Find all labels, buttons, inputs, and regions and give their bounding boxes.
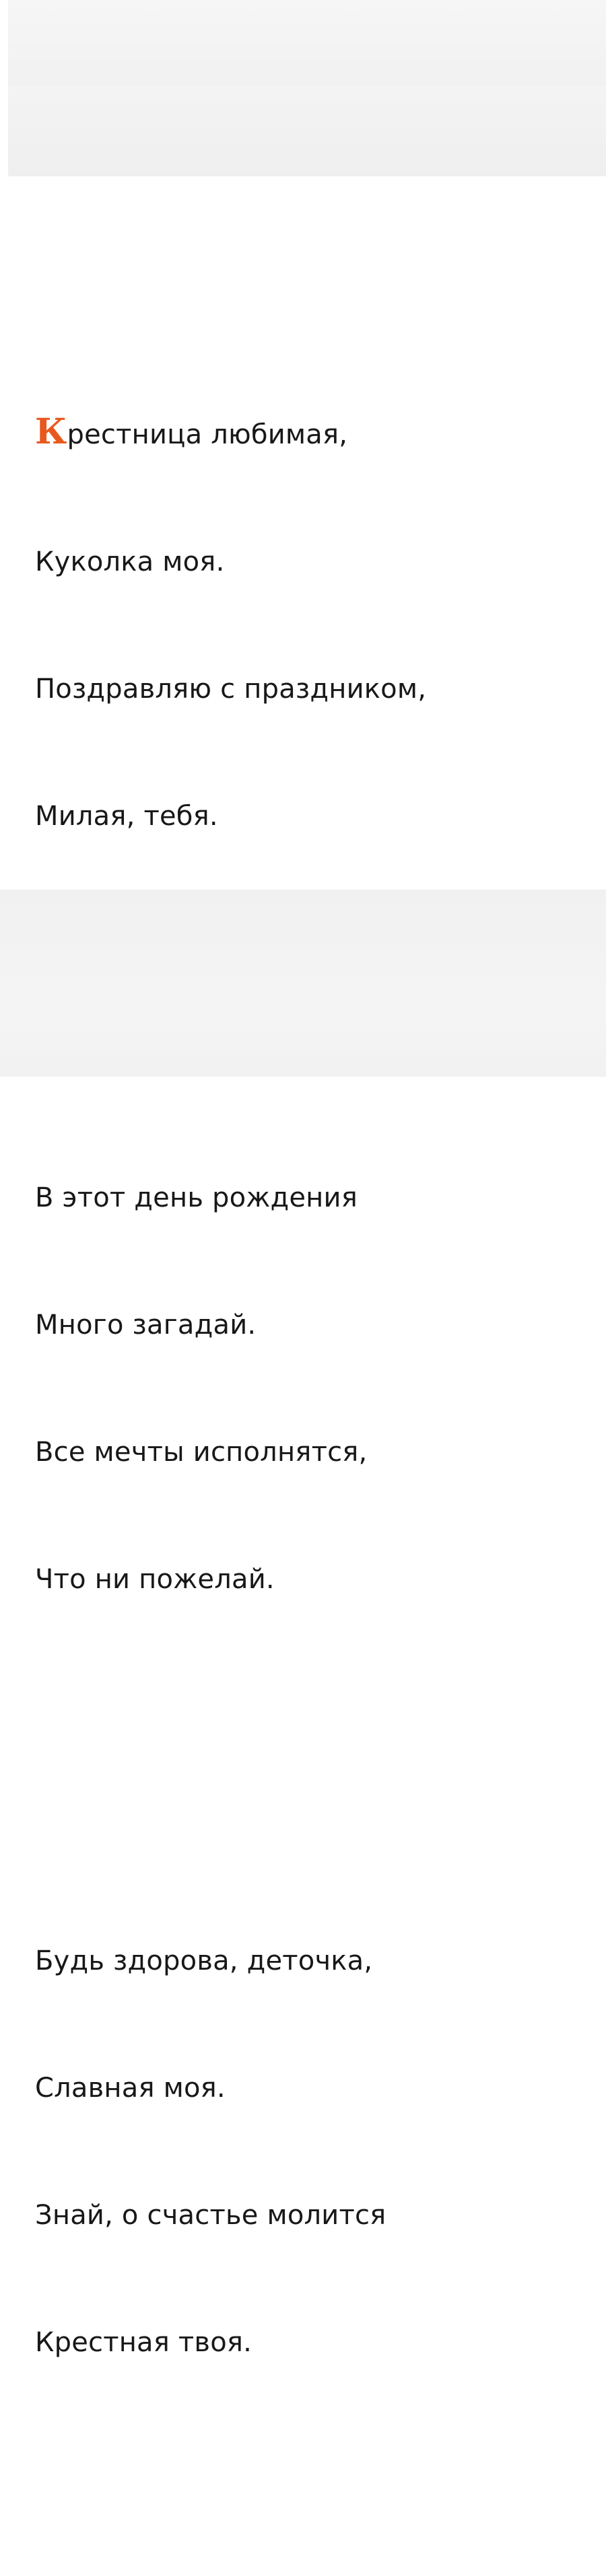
poem-line: Все мечты исполнятся, — [35, 1437, 368, 1468]
poem-line-remainder: рестница любимая, — [67, 419, 348, 450]
stanza-1 — [35, 329, 574, 923]
verse-card — [0, 176, 606, 2358]
bottom-background-band — [0, 890, 606, 1077]
top-background-band — [0, 0, 606, 176]
stanza-3 — [35, 1855, 574, 2449]
poem-line: В этот день рождения — [35, 1182, 358, 1213]
poem-line: Милая, тебя. — [35, 801, 218, 832]
stanza-2 — [35, 1092, 574, 1686]
dropcap-letter: К — [35, 411, 67, 452]
poem-line: Славная моя. — [35, 2073, 226, 2104]
poem-line — [35, 411, 574, 456]
poem-line: Много загадай. — [35, 1310, 257, 1340]
poem-text — [35, 202, 574, 2576]
poem-line: Что ни пожелай. — [35, 1564, 275, 1595]
poem-line: Поздравляю с праздником, — [35, 674, 427, 705]
top-band-left-gutter — [0, 0, 8, 176]
poem-line: Куколка моя. — [35, 546, 225, 577]
poem-line: Знай, о счастье молится — [35, 2200, 386, 2231]
top-band-highlight — [0, 0, 606, 86]
poem-line: Крестная твоя. — [35, 2327, 252, 2358]
poem-line: Будь здорова, деточка, — [35, 1945, 373, 1976]
